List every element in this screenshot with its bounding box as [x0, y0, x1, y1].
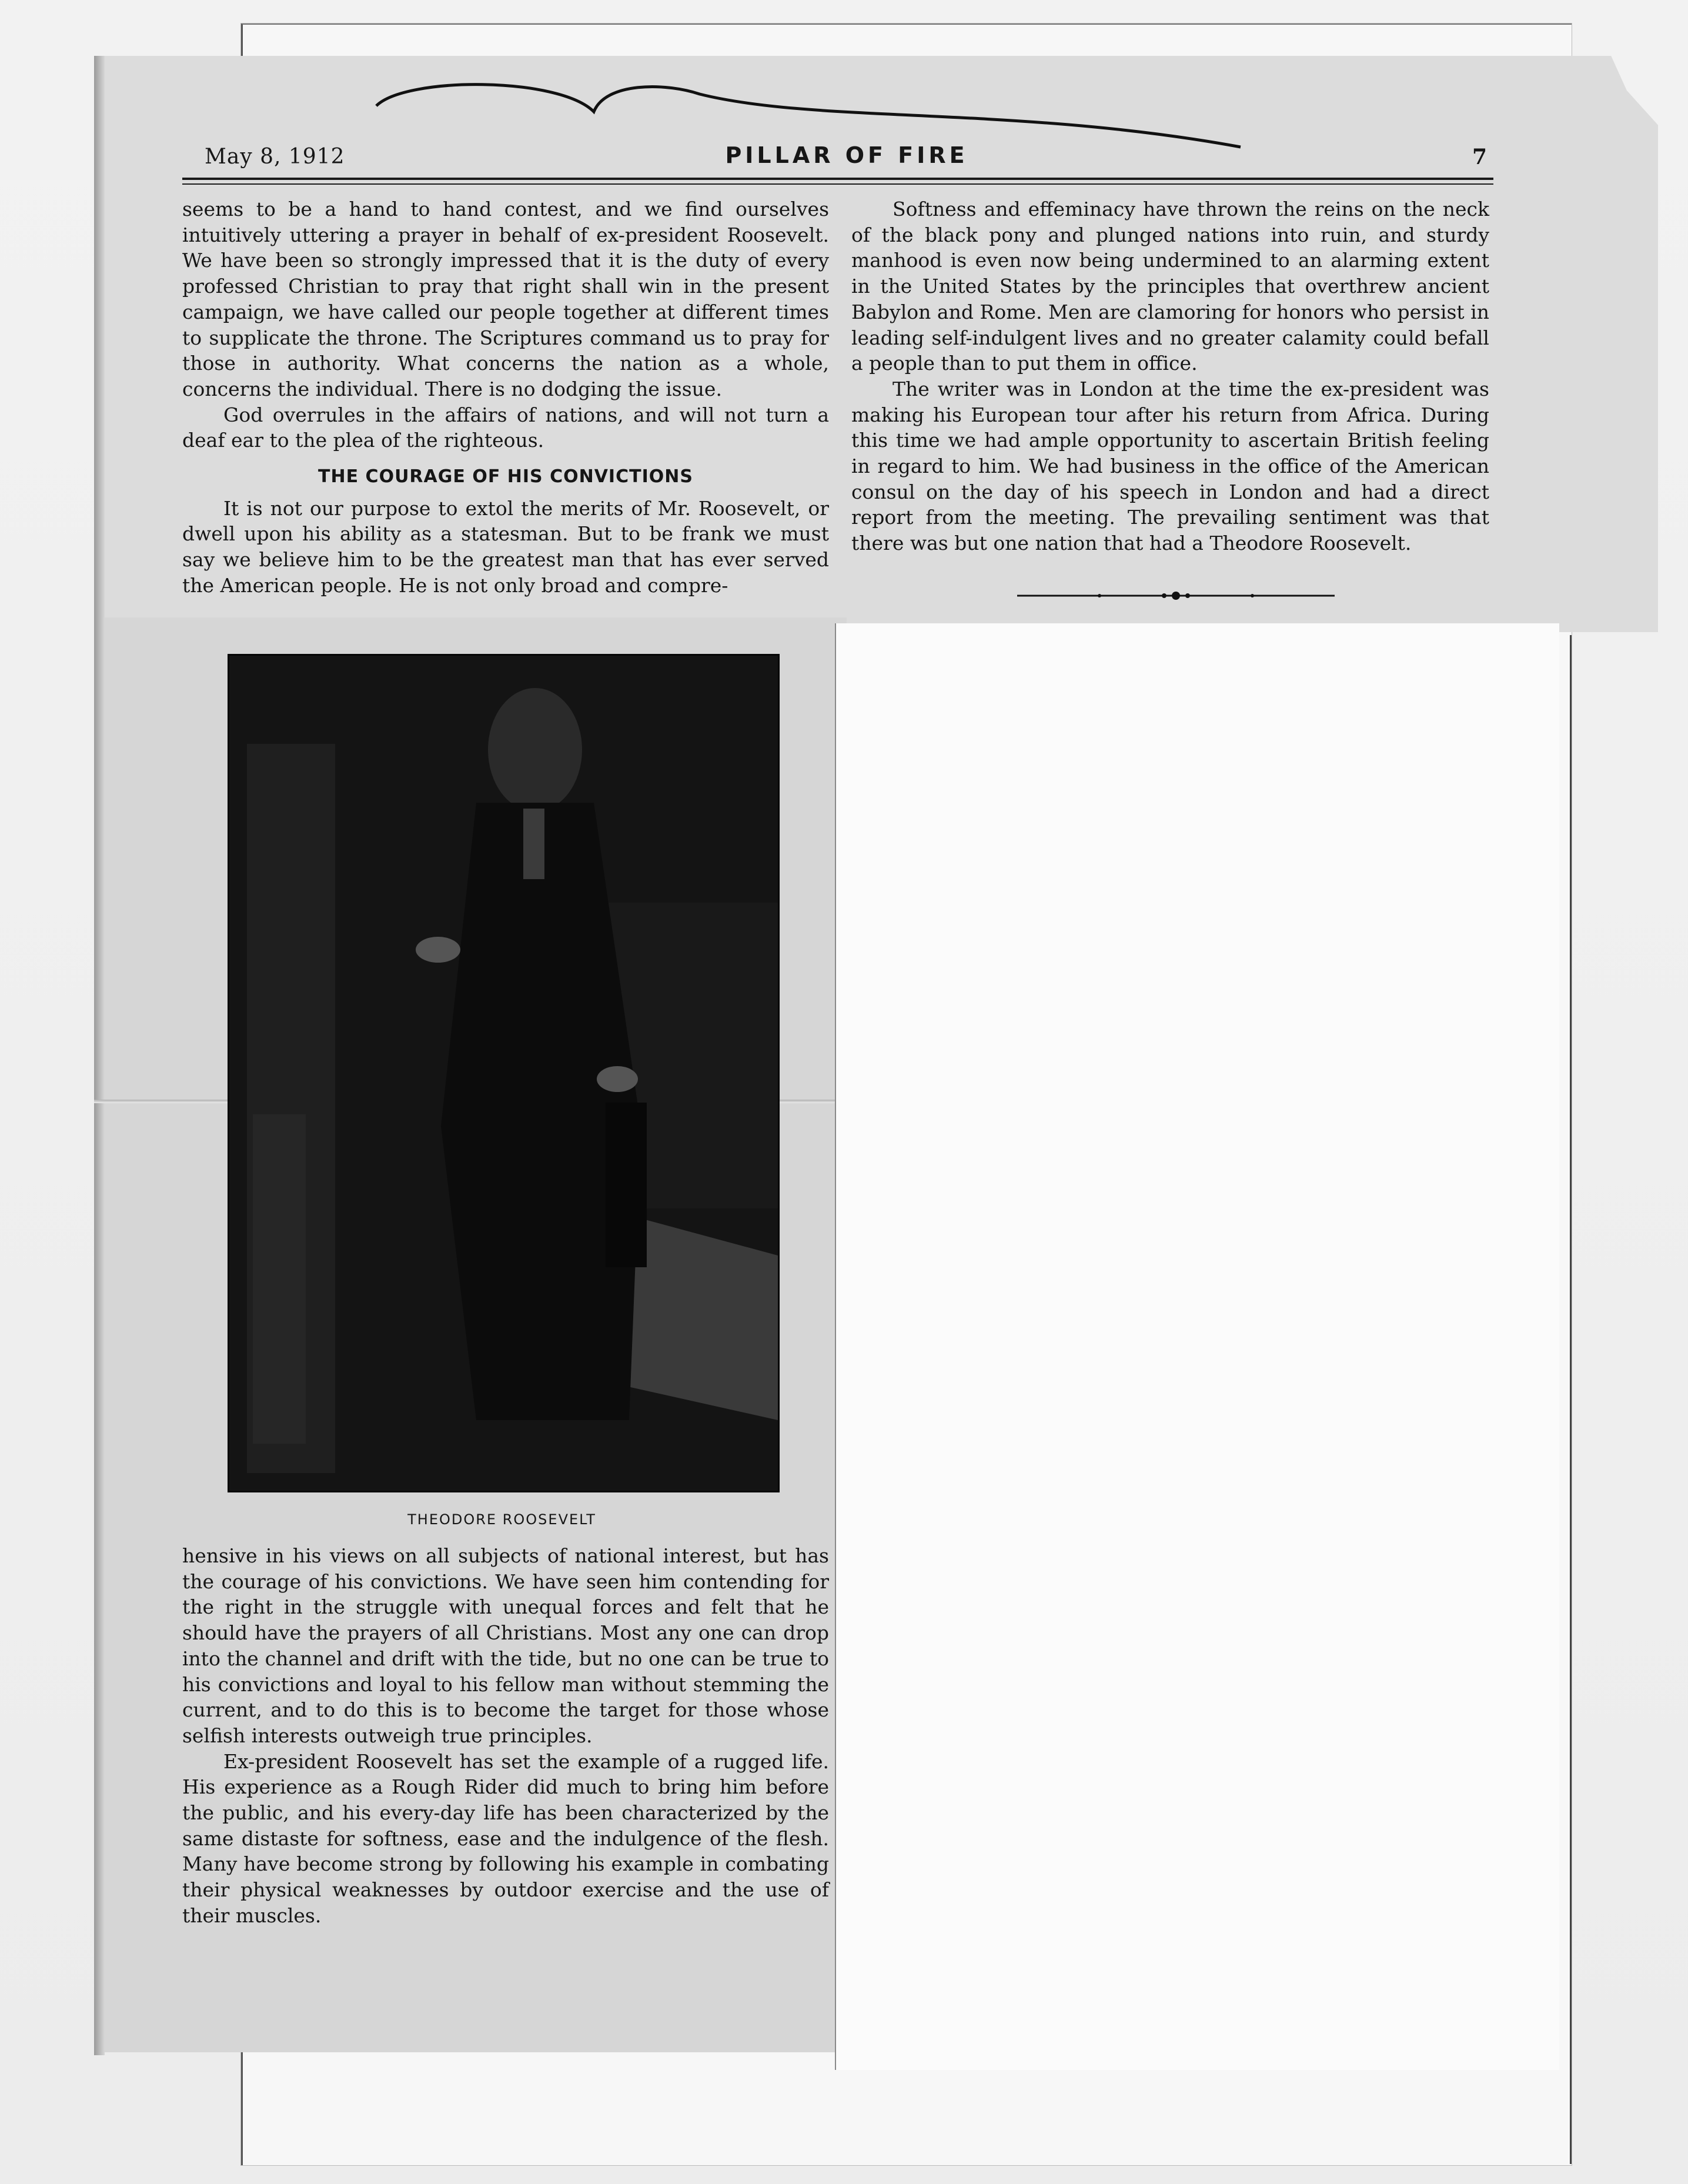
blank-backing-area [835, 623, 1559, 2070]
fold-shadow-vertical [94, 56, 105, 2055]
page-number: 7 [1472, 145, 1488, 169]
paragraph: seems to be a hand to hand contest, and we find ourselves intuitively uttering a prayer in behalf of ex-president Roosevelt. We have been so strongly impressed that it is the duty of every professed Christian to pray that right shall win in the present campaign, we have called our people together at different times to supplicate the throne. The Scriptures command us to pray for those in authority. What concerns the nation as a whole, concerns the individual. There is no dodging the issue. [182, 198, 829, 400]
paragraph: Softness and effeminacy have thrown the reins on the neck of the black pony and plunged nations into ruin, and sturdy manhood is even now being undermined to an alarming extent in the United States by the principles that overthrew ancient Babylon and Rome. Men are clamoring for honors who persist in leading self-indulgent lives and no greater calamity could befall a people than to put them in office. [851, 198, 1489, 375]
left-column-top [182, 196, 829, 599]
right-column-top [851, 196, 1489, 556]
header-rule-thick [182, 178, 1493, 180]
paragraph: It is not our purpose to extol the merits of Mr. Roosevelt, or dwell upon his ability as a statesman. But to be frank we must say we believe him to be the greatest man that has ever served the American people. He is not only broad and compre- [182, 496, 829, 597]
roosevelt-photograph [228, 654, 780, 1492]
issue-date: May 8, 1912 [205, 145, 345, 169]
paragraph: hensive in his views on all subjects of national interest, but has the courage of his convictions. We have seen him contending for the right in the struggle with unequal forces and felt that he should have the prayers of all Christians. Most any one can drop into the channel and drift with the tide, but no one can be true to his convictions and loyal to his fellow man without stemming the current, and to do this is to become the target for those whose selfish interests outweigh true principles. [182, 1544, 829, 1747]
photo-illustration [229, 656, 778, 1491]
page-header [200, 140, 1493, 175]
header-rule-thin [182, 183, 1493, 185]
left-column-bottom [182, 1543, 829, 1929]
photo-caption: THEODORE ROOSEVELT [407, 1511, 596, 1528]
publication-title: PILLAR OF FIRE [725, 142, 968, 168]
paragraph: God overrules in the affairs of nations, and will not turn a deaf ear to the plea of the righteous. [182, 403, 829, 452]
paragraph: The writer was in London at the time the ex-president was making his European tour after his return from Africa. During this time we had ample opportunity to ascertain British feeling in regard to him. We had business in the office of the American consul on the day of his speech in London and had a direct report from the meeting. The prevailing sentiment was that there was but one nation that had a Theodore Roosevelt. [851, 377, 1489, 555]
ornamental-rule [1017, 587, 1335, 605]
paragraph: Ex-president Roosevelt has set the example of a rugged life. His experience as a Rough Rider did much to bring him before the public, and his every-day life has been characterized by the same distaste for softness, ease and the indulgence of the flesh. Many have become strong by following his example in combating their physical weaknesses by outdoor exercise and the use of their muscles. [182, 1749, 829, 1927]
section-heading: THE COURAGE OF HIS CONVICTIONS [318, 466, 693, 487]
